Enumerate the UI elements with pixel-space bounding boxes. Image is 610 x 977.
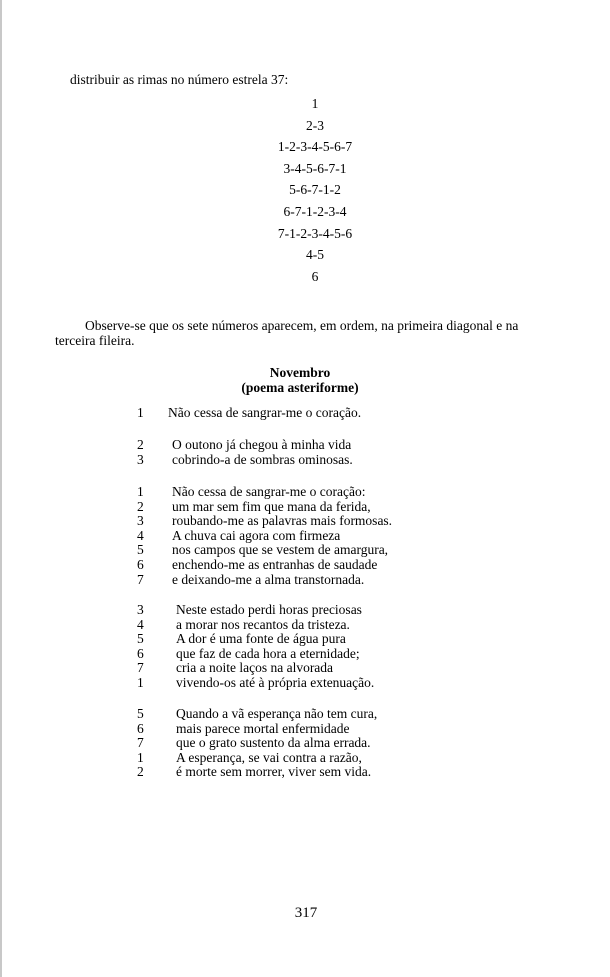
verse-line bbox=[0, 647, 600, 662]
verse-number: 2 bbox=[137, 764, 144, 780]
verse-line bbox=[0, 485, 600, 500]
verse-line bbox=[0, 558, 600, 573]
star-row: 6 bbox=[311, 268, 319, 284]
verse-text: A esperança, se vai contra a razão, bbox=[176, 749, 362, 765]
stanza-3 bbox=[0, 485, 600, 587]
verse-number: 6 bbox=[137, 720, 144, 736]
verse-text: é morte sem morrer, viver sem vida. bbox=[176, 764, 372, 780]
verse-line bbox=[0, 765, 600, 780]
poem-subtitle: (poema asteriforme) bbox=[241, 379, 359, 395]
verse-text: cobrindo-a de sombras ominosas. bbox=[172, 451, 353, 467]
verse-number: 1 bbox=[137, 405, 144, 420]
star-row: 1 bbox=[311, 96, 319, 111]
verse-number: 7 bbox=[137, 571, 144, 587]
verse-text: O outono já chegou à minha vida bbox=[172, 437, 352, 452]
verse-line bbox=[0, 751, 600, 766]
verse-text: a morar nos recantos da tristeza. bbox=[176, 616, 350, 632]
intro-text: distribuir as rimas no número estrela 37: bbox=[70, 72, 289, 87]
verse-text: que faz de cada hora a eternidade; bbox=[176, 645, 360, 661]
poem-title: Novembro bbox=[269, 365, 331, 380]
star-row: 6-7-1-2-3-4 bbox=[283, 203, 347, 219]
star-row: 1-2-3-4-5-6-7 bbox=[277, 139, 353, 155]
verse-text: nos campos que se vestem de amargura, bbox=[172, 542, 389, 558]
verse-number: 7 bbox=[137, 660, 144, 676]
stanza-2 bbox=[0, 438, 600, 467]
verse-line bbox=[0, 543, 600, 558]
verse-text: cria a noite laços na alvorada bbox=[176, 660, 334, 676]
star-row: 4-5 bbox=[306, 247, 324, 263]
observation-text: Observe-se que os sete números aparecem, em ordem, na primeira diagonal e na terceira fileira. bbox=[55, 318, 519, 348]
verse-number: 7 bbox=[137, 735, 144, 751]
verse-line bbox=[0, 722, 600, 737]
observation-paragraph bbox=[55, 318, 550, 348]
verse-text: enchendo-me as entranhas de saudade bbox=[172, 556, 378, 572]
verse-line bbox=[0, 632, 600, 647]
verse-text: um mar sem fim que mana da ferida, bbox=[172, 498, 371, 514]
verse-number: 1 bbox=[137, 674, 144, 690]
star-row: 2-3 bbox=[306, 117, 324, 133]
verse-line bbox=[0, 529, 600, 544]
stanza-4 bbox=[0, 603, 600, 691]
verse-text: A chuva cai agora com firmeza bbox=[172, 527, 341, 543]
verse-text: Não cessa de sangrar-me o coração. bbox=[168, 405, 362, 420]
stanza-1 bbox=[0, 406, 600, 421]
verse-number: 5 bbox=[137, 706, 144, 721]
verse-number: 1 bbox=[137, 484, 144, 499]
verse-text: vivendo-os até à própria extenuação. bbox=[176, 674, 375, 690]
star-number-figure bbox=[0, 93, 610, 287]
verse-number: 4 bbox=[137, 527, 144, 543]
star-row: 7-1-2-3-4-5-6 bbox=[277, 225, 353, 241]
verse-line bbox=[0, 438, 600, 453]
verse-line bbox=[0, 736, 600, 751]
page-number: 317 bbox=[294, 905, 318, 921]
verse-line bbox=[0, 707, 600, 722]
verse-number: 5 bbox=[137, 542, 144, 558]
verse-line bbox=[0, 618, 600, 633]
verse-line bbox=[0, 603, 600, 618]
verse-number: 6 bbox=[137, 645, 144, 661]
verse-number: 3 bbox=[137, 513, 144, 529]
verse-line bbox=[0, 573, 600, 588]
verse-text: Não cessa de sangrar-me o coração: bbox=[172, 484, 366, 499]
star-row: 5-6-7-1-2 bbox=[289, 182, 341, 198]
verse-line bbox=[0, 661, 600, 676]
verse-text: Quando a vã esperança não tem cura, bbox=[176, 706, 378, 721]
verse-line bbox=[0, 514, 600, 529]
verse-text: que o grato sustento da alma errada. bbox=[176, 735, 371, 751]
poem-heading bbox=[0, 366, 600, 395]
verse-text: mais parece mortal enfermidade bbox=[176, 720, 350, 736]
verse-number: 5 bbox=[137, 631, 144, 647]
star-row: 3-4-5-6-7-1 bbox=[283, 160, 347, 176]
stanza-5 bbox=[0, 707, 600, 780]
verse-number: 4 bbox=[137, 616, 144, 632]
verse-line bbox=[0, 406, 600, 421]
verse-number: 2 bbox=[137, 498, 144, 514]
verse-number: 3 bbox=[137, 602, 144, 617]
verse-line bbox=[0, 453, 600, 468]
verse-number: 2 bbox=[137, 437, 144, 452]
verse-text: e deixando-me a alma transtornada. bbox=[172, 571, 365, 587]
verse-number: 1 bbox=[137, 749, 144, 765]
verse-number: 3 bbox=[137, 451, 144, 467]
verse-line bbox=[0, 676, 600, 691]
verse-number: 6 bbox=[137, 556, 144, 572]
verse-text: Neste estado perdi horas preciosas bbox=[176, 602, 362, 617]
verse-text: roubando-me as palavras mais formosas. bbox=[172, 513, 393, 529]
verse-line bbox=[0, 500, 600, 515]
verse-text: A dor é uma fonte de água pura bbox=[176, 631, 346, 647]
